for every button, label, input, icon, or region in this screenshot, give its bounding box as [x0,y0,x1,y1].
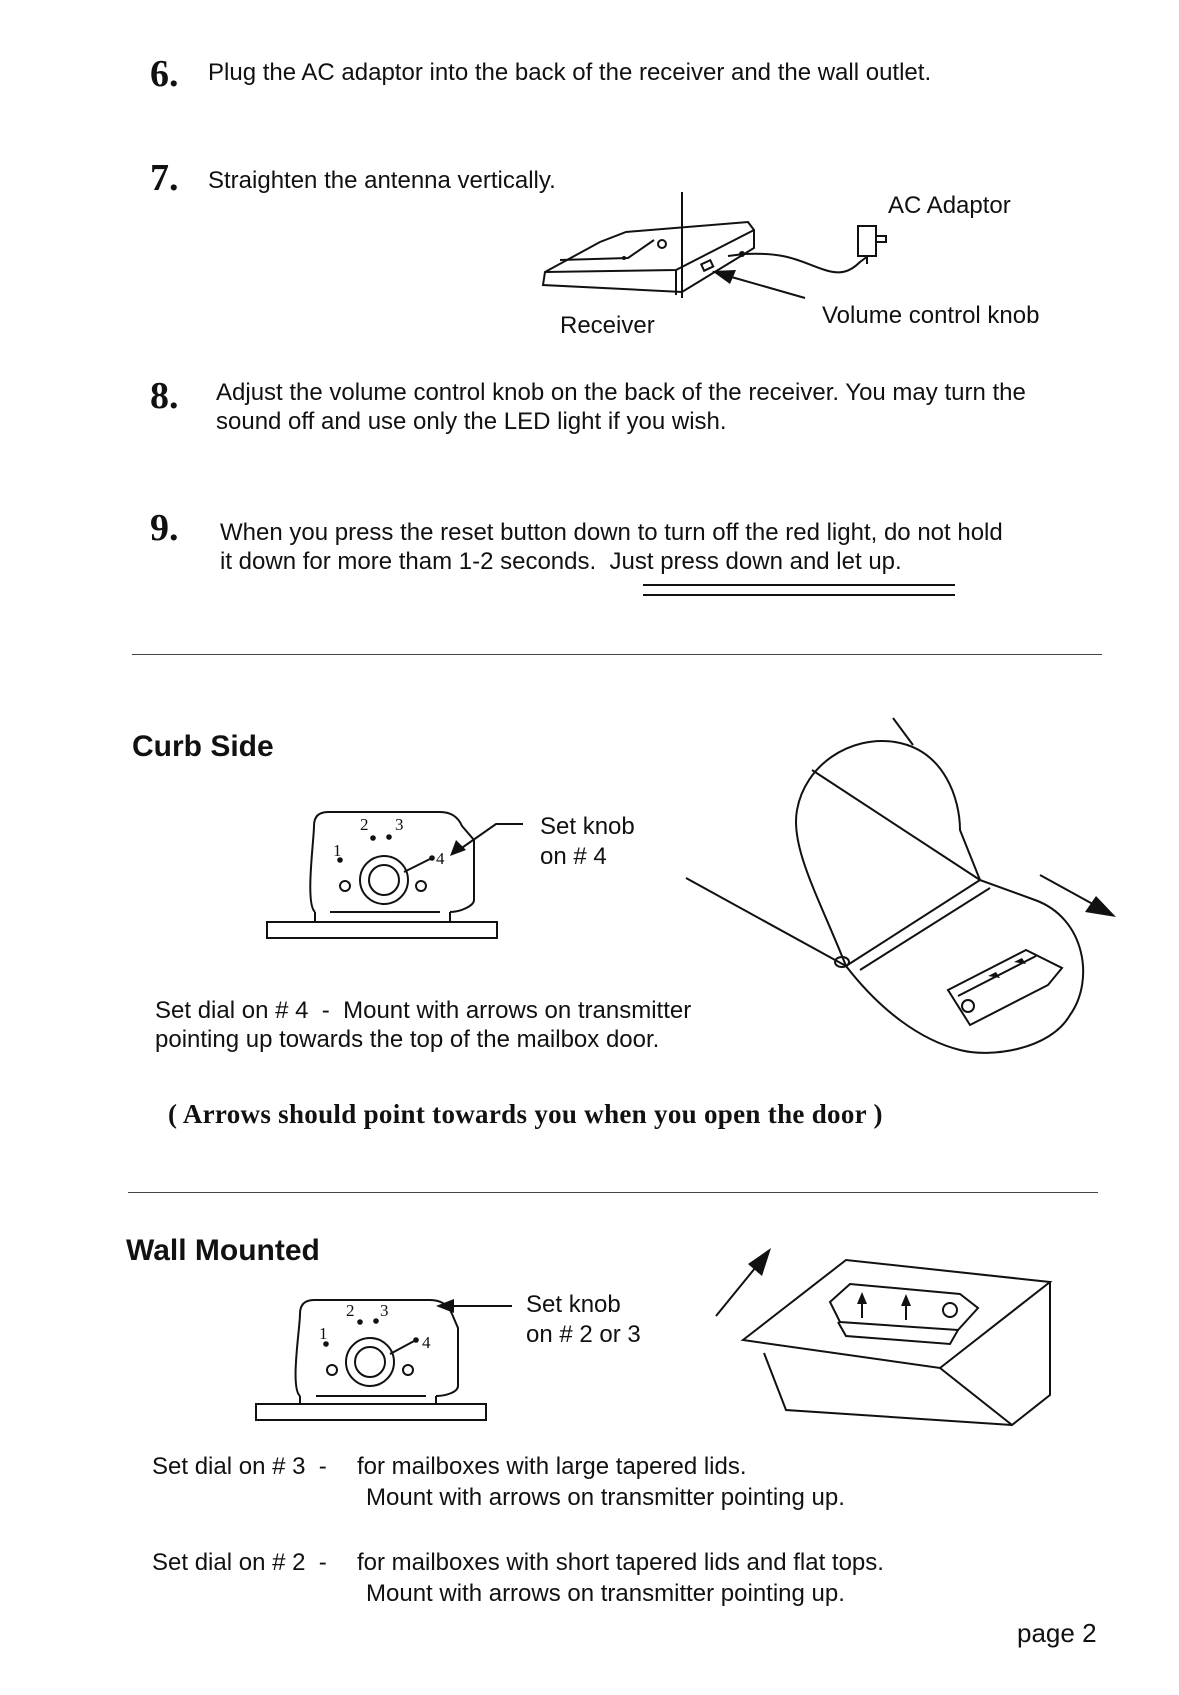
receiver-label: Receiver [560,312,655,339]
curb-knob-label-line1: Set knob [540,813,635,840]
dial-number-2: 2 [360,815,369,834]
dial-number-2: 2 [346,1301,355,1320]
wall-mounted-heading: Wall Mounted [126,1234,320,1267]
step-7-text: Straighten the antenna vertically. [208,167,556,194]
curb-note: ( Arrows should point towards you when you open the door ) [168,1099,883,1129]
dial2-line1: for mailboxes with short tapered lids and flat tops. [357,1549,884,1576]
curb-instruction-line1: Set dial on # 4 - Mount with arrows on transmitter [155,997,692,1024]
step-9-emphasis: Just press down and let up. [609,548,902,575]
step-6-number: 6. [150,53,179,95]
step-9-number: 9. [150,507,179,549]
dial3-prefix: Set dial on # 3 - [152,1453,327,1480]
dial2-instruction [152,1548,327,1577]
step-8-number: 8. [150,375,179,417]
dial-number-4: 4 [422,1333,431,1352]
dial2-line2: Mount with arrows on transmitter pointing up. [366,1580,845,1607]
curb-side-heading: Curb Side [132,730,274,763]
curb-knob-label-line2: on # 4 [540,843,607,870]
step-8-text: Adjust the volume control knob on the back of the receiver. You may turn the sound off and use only the LED light if you wish. [216,379,1026,435]
ac-adaptor-label: AC Adaptor [888,192,1011,219]
wall-knob-label-line2: on # 2 or 3 [526,1321,641,1348]
step-9-line2-plain: it down for more tham 1-2 seconds. [220,548,610,575]
dial-number-4: 4 [436,849,445,868]
wall-knob-label-line1: Set knob [526,1291,621,1318]
dial-number-3: 3 [380,1301,389,1320]
dial2-prefix: Set dial on # 2 - [152,1549,327,1576]
page-number: page 2 [1017,1618,1097,1648]
dial-number-3: 3 [395,815,404,834]
curb-instruction-line2: pointing up towards the top of the mailbox door. [155,1026,660,1053]
dial-number-1: 1 [319,1324,328,1343]
dial3-line1: for mailboxes with large tapered lids. [357,1453,747,1480]
step-7-number: 7. [150,157,179,199]
dial3-instruction [152,1452,327,1481]
dial3-line2: Mount with arrows on transmitter pointing up. [366,1484,845,1511]
dial-number-1: 1 [333,841,342,860]
step-6-text: Plug the AC adaptor into the back of the receiver and the wall outlet. [208,59,932,86]
volume-knob-label: Volume control knob [822,302,1040,329]
step-9-line1: When you press the reset button down to turn off the red light, do not hold [220,519,1003,546]
